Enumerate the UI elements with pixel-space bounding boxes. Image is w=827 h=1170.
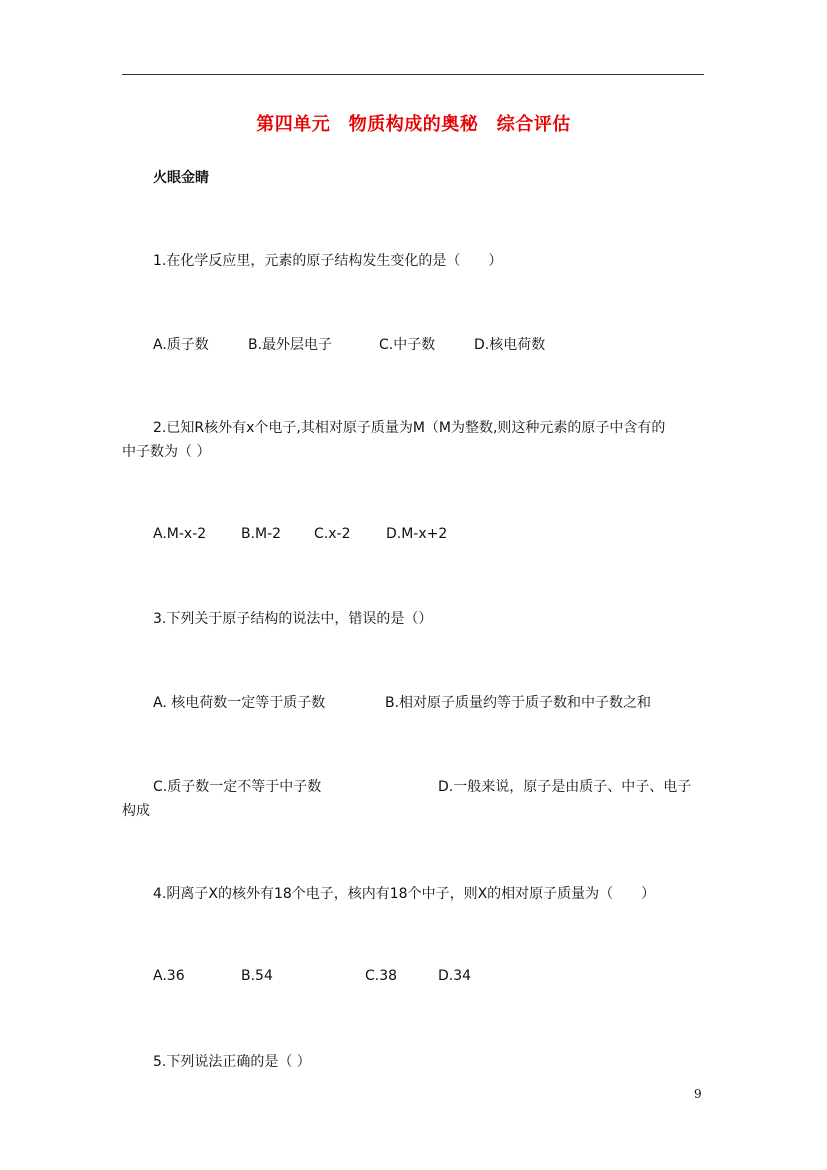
question-4-stem: 4.阴离子X的核外有18个电子，核内有18个中子，则X的相对原子质量为（ ） <box>153 886 656 902</box>
option-c: C.中子数 <box>379 337 436 353</box>
question-3-stem: 3.下列关于原子结构的说法中，错误的是（） <box>153 611 433 627</box>
option-d: D.核电荷数 <box>474 337 546 353</box>
page-number: 9 <box>694 1087 702 1101</box>
question-2-stem-line1: 2.已知R核外有x个电子,其相对原子质量为M（M为整数,则这种元素的原子中含有的 <box>153 420 666 436</box>
question-2-stem-line2: 中子数为（ ） <box>122 444 211 460</box>
option-a: A. 核电荷数一定等于质子数 <box>153 695 326 711</box>
option-a: A.质子数 <box>153 337 209 353</box>
page-title: 第四单元 物质构成的奥秘 综合评估 <box>256 114 571 135</box>
question-5-stem: 5.下列说法正确的是（ ） <box>153 1054 311 1070</box>
section-heading: 火眼金睛 <box>153 170 209 186</box>
option-d: D.34 <box>438 968 472 984</box>
option-a: A.36 <box>153 968 185 984</box>
header-rule <box>122 74 704 75</box>
option-d: D.一般来说，原子是由质子、中子、电子 <box>438 779 692 795</box>
option-d: D.M-x+2 <box>386 526 448 542</box>
option-d-continuation: 构成 <box>122 803 150 819</box>
option-a: A.M-x-2 <box>153 526 207 542</box>
option-b: B.M-2 <box>241 526 282 542</box>
question-1-stem: 1.在化学反应里，元素的原子结构发生变化的是（ ） <box>153 253 503 269</box>
option-b: B.最外层电子 <box>248 337 333 353</box>
option-c: C.质子数一定不等于中子数 <box>153 779 322 795</box>
option-b: B.54 <box>241 968 273 984</box>
option-c: C.x-2 <box>314 526 351 542</box>
option-c: C.38 <box>365 968 398 984</box>
option-b: B.相对原子质量约等于质子数和中子数之和 <box>385 695 652 711</box>
